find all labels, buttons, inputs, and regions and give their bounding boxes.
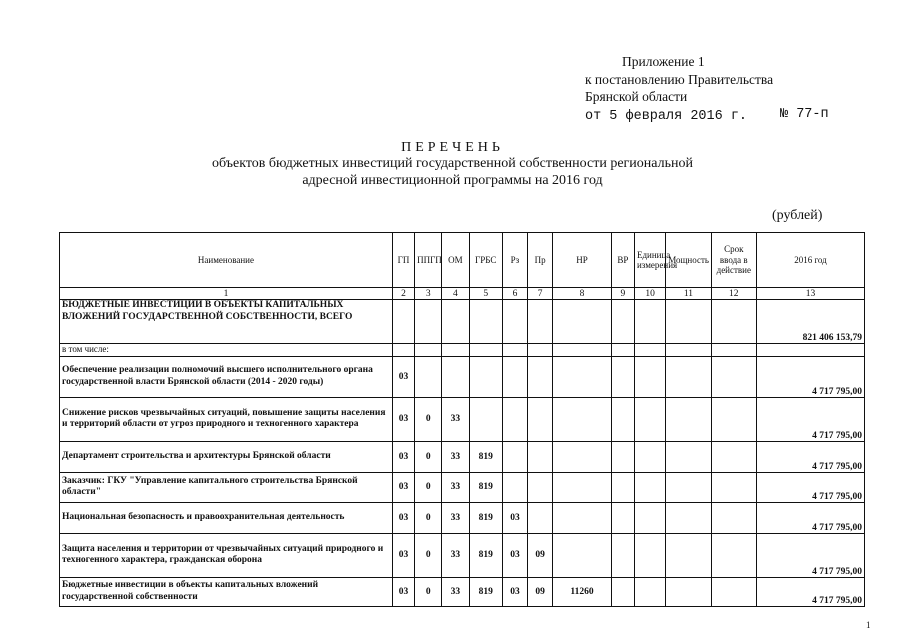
- cell-amount: [757, 344, 865, 357]
- cell-om: 33: [442, 441, 469, 472]
- cell-gp: 03: [392, 533, 414, 577]
- cell-term: [711, 533, 756, 577]
- col-number: 5: [469, 288, 502, 300]
- cell-ppgp: 0: [415, 397, 442, 441]
- col-number: 9: [611, 288, 634, 300]
- row-name: Бюджетные инвестиции в объекты капитальных вложений государственной собственности: [60, 577, 393, 606]
- appendix-block: [585, 53, 829, 125]
- cell-grbs: 819: [469, 533, 502, 577]
- cell-amount: 821 406 153,79: [757, 300, 865, 344]
- cell-om: 33: [442, 472, 469, 502]
- col-header-name: Наименование: [60, 233, 393, 288]
- cell-rz: [502, 356, 527, 397]
- cell-pr: [528, 397, 553, 441]
- col-number: 4: [442, 288, 469, 300]
- cell-om: [442, 300, 469, 344]
- col-number: 6: [502, 288, 527, 300]
- cell-nr: [553, 441, 612, 472]
- cell-ppgp: 0: [415, 533, 442, 577]
- cell-grbs: [469, 397, 502, 441]
- cell-unit: [634, 472, 665, 502]
- table-row: [60, 397, 865, 441]
- cell-rz: [502, 441, 527, 472]
- col-header-nr: НР: [553, 233, 612, 288]
- table-row: [60, 472, 865, 502]
- cell-pr: [528, 441, 553, 472]
- cell-amount: 4 717 795,00: [757, 356, 865, 397]
- cell-term: [711, 577, 756, 606]
- cell-power: [666, 300, 711, 344]
- cell-pr: [528, 502, 553, 533]
- cell-unit: [634, 397, 665, 441]
- cell-power: [666, 502, 711, 533]
- investment-table: [59, 232, 865, 607]
- appendix-date: от 5 февраля 2016 г.: [585, 108, 748, 124]
- row-name: в том числе:: [60, 344, 393, 357]
- cell-term: [711, 344, 756, 357]
- table-row: [60, 502, 865, 533]
- cell-vr: [611, 441, 634, 472]
- cell-term: [711, 502, 756, 533]
- cell-amount: 4 717 795,00: [757, 472, 865, 502]
- cell-grbs: [469, 344, 502, 357]
- col-header-unit: Единица измерения: [634, 233, 665, 288]
- cell-unit: [634, 533, 665, 577]
- row-name: Защита населения и территории от чрезвычайных ситуаций природного и техногенного характера, гражданская оборона: [60, 533, 393, 577]
- cell-term: [711, 397, 756, 441]
- cell-om: 33: [442, 502, 469, 533]
- cell-nr: [553, 300, 612, 344]
- cell-vr: [611, 356, 634, 397]
- cell-nr: [553, 502, 612, 533]
- cell-pr: [528, 300, 553, 344]
- cell-grbs: 819: [469, 472, 502, 502]
- cell-vr: [611, 472, 634, 502]
- cell-power: [666, 533, 711, 577]
- col-header-ppgp: ППГП: [415, 233, 442, 288]
- cell-vr: [611, 344, 634, 357]
- row-name: Снижение рисков чрезвычайных ситуаций, повышение защиты населения и территорий области от угроз природного и техногенного характера: [60, 397, 393, 441]
- appendix-title: Приложение 1: [622, 54, 705, 69]
- cell-grbs: 819: [469, 577, 502, 606]
- cell-ppgp: 0: [415, 577, 442, 606]
- cell-om: [442, 344, 469, 357]
- cell-pr: [528, 472, 553, 502]
- cell-power: [666, 472, 711, 502]
- cell-grbs: 819: [469, 441, 502, 472]
- cell-unit: [634, 344, 665, 357]
- document-subtitle-line2: адресной инвестиционной программы на 2016 год: [302, 173, 603, 188]
- col-header-pr: Пр: [528, 233, 553, 288]
- cell-rz: 03: [502, 502, 527, 533]
- cell-unit: [634, 300, 665, 344]
- cell-ppgp: 0: [415, 441, 442, 472]
- cell-pr: [528, 356, 553, 397]
- cell-rz: [502, 300, 527, 344]
- col-number: 13: [757, 288, 865, 300]
- cell-term: [711, 441, 756, 472]
- col-header-amount: 2016 год: [757, 233, 865, 288]
- table-row: [60, 441, 865, 472]
- units-label: (рублей): [772, 208, 823, 223]
- cell-term: [711, 472, 756, 502]
- col-number: 2: [392, 288, 414, 300]
- cell-nr: [553, 397, 612, 441]
- cell-grbs: [469, 356, 502, 397]
- row-name: Заказчик: ГКУ "Управление капитального строительства Брянской области": [60, 472, 393, 502]
- cell-nr: [553, 472, 612, 502]
- cell-amount: 4 717 795,00: [757, 441, 865, 472]
- cell-om: [442, 356, 469, 397]
- col-header-gp: ГП: [392, 233, 414, 288]
- cell-gp: [392, 300, 414, 344]
- col-number: 3: [415, 288, 442, 300]
- cell-power: [666, 577, 711, 606]
- cell-vr: [611, 577, 634, 606]
- appendix-decree: к постановлению Правительства: [585, 71, 774, 87]
- cell-grbs: [469, 300, 502, 344]
- cell-amount: 4 717 795,00: [757, 397, 865, 441]
- table-row: [60, 533, 865, 577]
- cell-nr: 11260: [553, 577, 612, 606]
- cell-gp: 03: [392, 356, 414, 397]
- cell-om: 33: [442, 533, 469, 577]
- col-number: 11: [666, 288, 711, 300]
- cell-amount: 4 717 795,00: [757, 533, 865, 577]
- cell-nr: [553, 533, 612, 577]
- row-name: БЮДЖЕТНЫЕ ИНВЕСТИЦИИ В ОБЪЕКТЫ КАПИТАЛЬНЫХ ВЛОЖЕНИЙ ГОСУДАРСТВЕННОЙ СОБСТВЕННОСТИ, ВСЕГО: [60, 300, 393, 344]
- table-row: [60, 300, 865, 344]
- cell-power: [666, 397, 711, 441]
- cell-nr: [553, 344, 612, 357]
- cell-ppgp: [415, 300, 442, 344]
- cell-pr: [528, 344, 553, 357]
- cell-om: 33: [442, 577, 469, 606]
- row-name: Обеспечение реализации полномочий высшего исполнительного органа государственной власти Брянской области (2014 - 2020 годы): [60, 356, 393, 397]
- cell-gp: 03: [392, 472, 414, 502]
- cell-vr: [611, 300, 634, 344]
- cell-unit: [634, 441, 665, 472]
- col-header-power: Мощность: [666, 233, 711, 288]
- cell-grbs: 819: [469, 502, 502, 533]
- cell-unit: [634, 502, 665, 533]
- document-heading: ПЕРЕЧЕНЬ: [401, 140, 504, 155]
- cell-gp: 03: [392, 502, 414, 533]
- cell-gp: 03: [392, 441, 414, 472]
- cell-amount: 4 717 795,00: [757, 502, 865, 533]
- cell-pr: 09: [528, 577, 553, 606]
- appendix-region: Брянской области: [585, 89, 688, 104]
- cell-power: [666, 344, 711, 357]
- cell-power: [666, 441, 711, 472]
- col-number: 10: [634, 288, 665, 300]
- page-mark: 1: [866, 620, 871, 630]
- cell-rz: 03: [502, 577, 527, 606]
- cell-vr: [611, 502, 634, 533]
- table-row: [60, 344, 865, 357]
- appendix-number: № 77-п: [780, 106, 829, 122]
- row-name: Департамент строительства и архитектуры Брянской области: [60, 441, 393, 472]
- row-name: Национальная безопасность и правоохранительная деятельность: [60, 502, 393, 533]
- cell-pr: 09: [528, 533, 553, 577]
- col-number: 8: [553, 288, 612, 300]
- col-number: 12: [711, 288, 756, 300]
- cell-ppgp: [415, 356, 442, 397]
- col-header-grbs: ГРБС: [469, 233, 502, 288]
- cell-ppgp: [415, 344, 442, 357]
- col-number: 7: [528, 288, 553, 300]
- table-row: [60, 577, 865, 606]
- document-subtitle-line1: объектов бюджетных инвестиций государственной собственности региональной: [212, 156, 693, 171]
- table-row: [60, 356, 865, 397]
- col-header-rz: Рз: [502, 233, 527, 288]
- col-header-term: Срок ввода в действие: [711, 233, 756, 288]
- cell-power: [666, 356, 711, 397]
- cell-gp: 03: [392, 397, 414, 441]
- cell-term: [711, 356, 756, 397]
- cell-gp: [392, 344, 414, 357]
- cell-vr: [611, 397, 634, 441]
- cell-rz: 03: [502, 533, 527, 577]
- table-header-row: [60, 233, 865, 288]
- cell-gp: 03: [392, 577, 414, 606]
- cell-nr: [553, 356, 612, 397]
- cell-unit: [634, 356, 665, 397]
- cell-ppgp: 0: [415, 472, 442, 502]
- cell-rz: [502, 472, 527, 502]
- cell-unit: [634, 577, 665, 606]
- cell-amount: 4 717 795,00: [757, 577, 865, 606]
- col-header-vr: ВР: [611, 233, 634, 288]
- cell-ppgp: 0: [415, 502, 442, 533]
- column-number-row: [60, 288, 865, 300]
- col-number: 1: [60, 288, 393, 300]
- cell-vr: [611, 533, 634, 577]
- cell-om: 33: [442, 397, 469, 441]
- col-header-om: ОМ: [442, 233, 469, 288]
- cell-term: [711, 300, 756, 344]
- cell-rz: [502, 344, 527, 357]
- cell-rz: [502, 397, 527, 441]
